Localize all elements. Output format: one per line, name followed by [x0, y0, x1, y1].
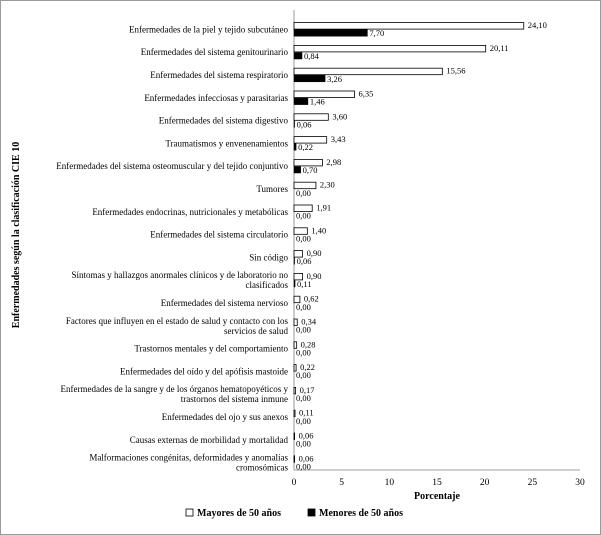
value-label-menores: 0,00	[296, 210, 311, 221]
value-label-mayores: 0,06	[298, 453, 314, 464]
value-label-menores: 0,00	[296, 324, 311, 335]
x-tick-label: 10	[384, 478, 395, 488]
category-label: Enfermedades infecciosas y parasitarias	[144, 92, 288, 103]
value-label-menores: 0,00	[296, 233, 311, 244]
value-label-mayores: 2,98	[326, 156, 342, 167]
category-label: trastornos del sistema inmune	[180, 394, 288, 405]
value-label-mayores: 0,11	[299, 407, 314, 418]
category-label: Síntomas y hallazgos anormales clínicos y de laboratorio no	[71, 270, 288, 281]
category-label: cromosómicas	[236, 462, 288, 473]
bar-menores	[294, 53, 302, 60]
x-axis-title: Porcentaje	[414, 491, 460, 502]
category-label: Enfermedades de la piel y tejido subcutáneo	[129, 24, 288, 35]
bar-mayores	[294, 45, 486, 52]
category-label: Enfermedades del sistema osteomuscular y del tejido conjuntivo	[56, 161, 288, 172]
x-tick-label: 30	[575, 478, 585, 488]
category-label: Enfermedades del sistema nervioso	[160, 298, 288, 308]
legend-swatch-menores	[308, 509, 315, 516]
value-label-menores: 3,26	[327, 73, 342, 84]
bar-mayores	[294, 410, 295, 417]
value-label-menores: 0,11	[297, 279, 312, 289]
bar-menores	[294, 258, 295, 265]
category-label: Enfermedades del oído y del apófisis mastoide	[120, 366, 288, 377]
category-label: Enfermedades del sistema digestivo	[158, 115, 288, 126]
value-label-menores: 0,00	[296, 187, 311, 198]
category-label: Enfermedades de la sangre y de los órganos hematopoyéticos y	[60, 384, 288, 395]
value-label-mayores: 0,62	[303, 293, 319, 304]
bar-mayores	[294, 456, 295, 463]
bar-menores	[294, 75, 325, 82]
value-label-mayores: 0,34	[301, 316, 317, 327]
category-label: Trastornos mentales y del comportamiento	[134, 343, 288, 354]
value-label-mayores: 0,90	[306, 270, 322, 281]
value-label-mayores: 1,91	[316, 202, 332, 213]
x-tick-label: 5	[339, 478, 345, 488]
category-label: Enfermedades del sistema genitourinario	[140, 47, 288, 58]
bar-menores	[294, 121, 295, 128]
value-label-mayores: 1,40	[311, 225, 327, 236]
category-label: Enfermedades del sistema circulatorio	[150, 229, 288, 240]
bar-menores	[294, 98, 308, 105]
legend-swatch-mayores	[186, 509, 193, 516]
value-label-menores: 0,00	[296, 347, 311, 358]
value-label-menores: 0,00	[296, 415, 311, 426]
value-label-menores: 0,22	[298, 142, 313, 153]
bar-menores	[294, 281, 295, 288]
value-label-mayores: 3,43	[330, 134, 346, 145]
y-axis-title: Enfermedades según la clasificación CIE 10	[11, 141, 22, 329]
category-label: Tumores	[256, 184, 288, 194]
value-label-mayores: 2,30	[319, 179, 335, 190]
bar-mayores	[294, 23, 524, 30]
category-label: Malformaciones congénitas, deformidades y anomalías	[89, 452, 288, 463]
value-label-mayores: 20,11	[489, 42, 509, 53]
value-label-menores: 1,46	[309, 96, 325, 107]
bar-menores	[294, 167, 301, 174]
value-label-menores: 0,00	[296, 301, 311, 312]
category-label: Traumatismos y envenenamientos	[165, 138, 288, 149]
value-label-menores: 0,00	[296, 370, 311, 381]
legend-label-mayores: Mayores de 50 años	[197, 508, 281, 519]
value-label-menores: 0,84	[304, 51, 319, 61]
x-tick-label: 0	[291, 478, 297, 488]
value-label-mayores: 0,28	[300, 339, 316, 350]
value-label-menores: 0,00	[296, 438, 311, 449]
category-label: Causas externas de morbilidad y mortalidad	[129, 434, 288, 445]
category-label: Enfermedades del ojo y sus anexos	[161, 412, 288, 422]
x-tick-label: 25	[527, 478, 538, 488]
bar-menores	[294, 30, 367, 37]
value-label-mayores: 0,90	[306, 248, 322, 259]
value-label-menores: 0,06	[296, 256, 312, 267]
value-label-mayores: 6,35	[358, 88, 374, 99]
value-label-mayores: 15,56	[446, 65, 466, 76]
category-label: Enfermedades endocrinas, nutricionales y metabólicas	[92, 206, 288, 217]
value-label-mayores: 0,17	[299, 384, 315, 395]
x-tick-label: 20	[479, 478, 490, 488]
bar-menores	[294, 144, 296, 151]
value-label-mayores: 24,10	[527, 20, 547, 31]
value-label-mayores: 0,06	[298, 430, 314, 441]
bar-mayores	[294, 68, 442, 75]
value-label-mayores: 0,22	[300, 362, 315, 373]
x-tick-label: 15	[432, 478, 442, 488]
value-label-menores: 0,00	[296, 461, 311, 472]
value-label-menores: 7,70	[369, 28, 385, 39]
category-label: Enfermedades del sistema respiratorio	[150, 70, 288, 80]
bar-mayores	[294, 433, 295, 440]
category-label: Sin código	[249, 252, 288, 263]
category-label: servicios de salud	[224, 325, 288, 336]
value-label-menores: 0,70	[302, 165, 318, 175]
value-label-menores: 0,06	[296, 119, 312, 130]
legend-label-menores: Menores de 50 años	[319, 508, 403, 519]
value-label-mayores: 3,60	[332, 111, 348, 122]
value-label-menores: 0,00	[296, 393, 311, 403]
category-label: Factores que influyen en el estado de salud y contacto con los	[65, 315, 288, 326]
category-label: clasificados	[245, 280, 288, 291]
